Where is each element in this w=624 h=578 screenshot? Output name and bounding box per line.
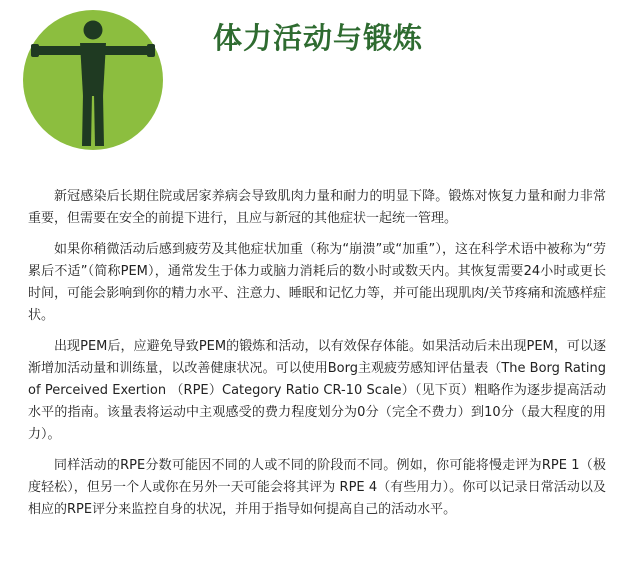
- paragraph: 出现PEM后，应避免导致PEM的锻炼和活动，以有效保存体能。如果活动后未出现PEM，可以逐渐增加活动量和训练量，以改善健康状况。可以使用Borg主观疲劳感知评估量表（The Borg Rating of Perceived Exertion （RPE）Category Ratio CR-10 Scale）（见下页）粗略作为逐步提高活动水平的指南。该量表将运动中主观感受的费力程度划分为0分（完全不费力）到10分（最大程度的用力）。: [28, 339, 606, 442]
- page-title: 体力活动与锻炼: [213, 21, 424, 55]
- paragraph: 新冠感染后长期住院或居家养病会导致肌肉力量和耐力的明显下降。锻炼对恢复力量和耐力非常重要，但需要在安全的前提下进行，且应与新冠的其他症状一起统一管理。: [28, 189, 606, 226]
- person-arms-outstretched-icon: [23, 10, 163, 150]
- paragraph: 如果你稍微活动后感到疲劳及其他症状加重（称为“崩溃”或“加重”），这在科学术语中被称为“劳累后不适”（简称PEM），通常发生于体力或脑力消耗后的数小时或数天内。其恢复需要24小时或更长时间，可能会影响到你的精力水平、注意力、睡眠和记忆力等，并可能出现肌肉/关节疼痛和流感样症状。: [28, 242, 606, 323]
- article-body: [28, 186, 606, 530]
- page-header: [0, 0, 624, 180]
- paragraph: 同样活动的RPE分数可能因不同的人或不同的阶段而不同。例如，你可能将慢走评为RPE 1（极度轻松），但另一个人或你在另外一天可能会将其评为 RPE 4（有些用力）。你可以记录日常活动以及相应的RPE评分来监控自身的状况，并用于指导如何提高自己的活动水平。: [28, 458, 606, 517]
